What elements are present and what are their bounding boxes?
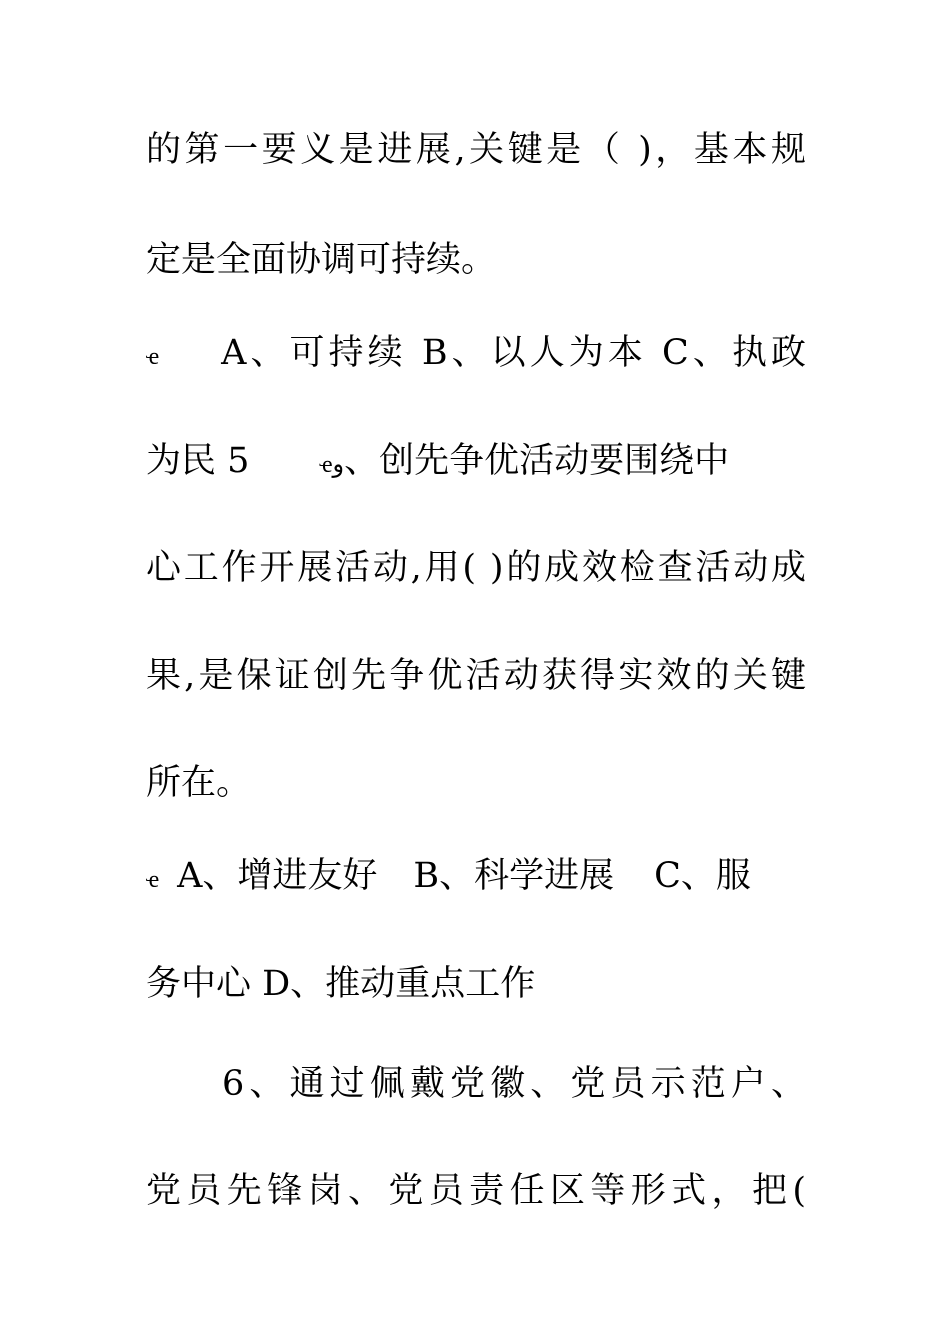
stray-glyph-mark-2: ҽو [319,450,345,478]
stray-glyph-mark: ҽ [146,342,160,370]
text-line-9: 务中心 D、推动重点工作 [146,964,536,1004]
option-c: C、服 [654,856,751,896]
text-line-10: 6、通过佩戴党徽、党员示范户、 [222,1064,806,1104]
text-line-6: 果,是保证创先争优活动获得实效的关键 [146,656,806,696]
line4-text: 、创先争优活动要围绕中 [344,441,730,481]
option-b: B、科学进展 [413,856,615,896]
option-a: A、增进友好 [177,856,378,896]
text-line-7: 所在。 [146,763,252,803]
text-line-5: 心工作开展活动,用( )的成效检查活动成 [146,548,806,588]
text-line-3 [146,331,806,378]
text-line-4 [146,439,806,486]
text-line-11: 党员先锋岗、党员责任区等形式，把( [146,1171,806,1211]
text-line-1: 的第一要义是进展,关键是（ )，基本规 [146,130,806,170]
line4-prefix: 为民 5 [146,441,250,481]
stray-glyph-mark-3: ҽ [146,865,160,893]
text-line-2: 定是全面协调可持续。 [146,240,497,280]
text-line-8 [146,854,806,901]
options-line-a: A、可持续 B、以人为本 C、执政 [221,333,806,373]
